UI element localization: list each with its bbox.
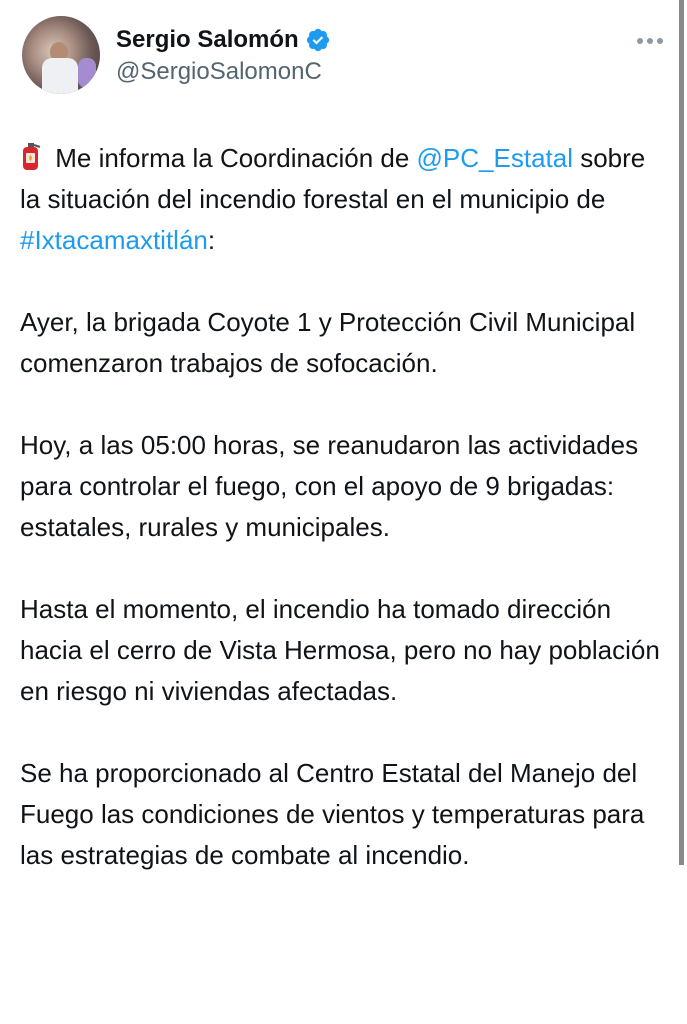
avatar-photo-person: [78, 58, 96, 88]
dot: [637, 38, 643, 44]
paragraph-intro: [20, 138, 670, 261]
author-name-row: [116, 26, 331, 54]
text-segment: Me informa la Coordinación de: [48, 143, 417, 173]
scrollbar[interactable]: [679, 0, 684, 865]
mention-link[interactable]: @PC_Estatal: [416, 143, 573, 173]
tweet-header: [22, 16, 667, 100]
paragraph: Hoy, a las 05:00 horas, se reanudaron las actividades para controlar el fuego, con el apoyo de 9 brigadas: estatales, rurales y municipales.: [20, 430, 639, 542]
avatar-photo-shirt: [42, 58, 78, 94]
avatar[interactable]: [22, 16, 100, 94]
fire-extinguisher-icon: [20, 143, 42, 171]
paragraph: Ayer, la brigada Coyote 1 y Protección Civil Municipal comenzaron trabajos de sofocación.: [20, 307, 636, 378]
dot: [647, 38, 653, 44]
paragraph: Se ha proporcionado al Centro Estatal del Manejo del Fuego las condiciones de vientos y temperaturas para las estrategias de combate al incendio.: [20, 758, 645, 870]
verified-badge-icon: [305, 27, 331, 53]
dot: [657, 38, 663, 44]
author-name[interactable]: Sergio Salomón: [116, 26, 299, 53]
text-segment: :: [207, 225, 216, 255]
more-horizontal-icon[interactable]: [637, 38, 663, 44]
hashtag-link[interactable]: #Ixtacamaxtitlán: [20, 225, 208, 255]
author-handle[interactable]: @SergioSalomonC: [116, 58, 322, 85]
paragraph: Hasta el momento, el incendio ha tomado dirección hacia el cerro de Vista Hermosa, pero no hay población en riesgo ni viviendas afectadas.: [20, 594, 660, 706]
tweet-text: [20, 138, 670, 917]
text-segment: sobre la situación del incendio forestal en el municipio de: [20, 143, 646, 214]
